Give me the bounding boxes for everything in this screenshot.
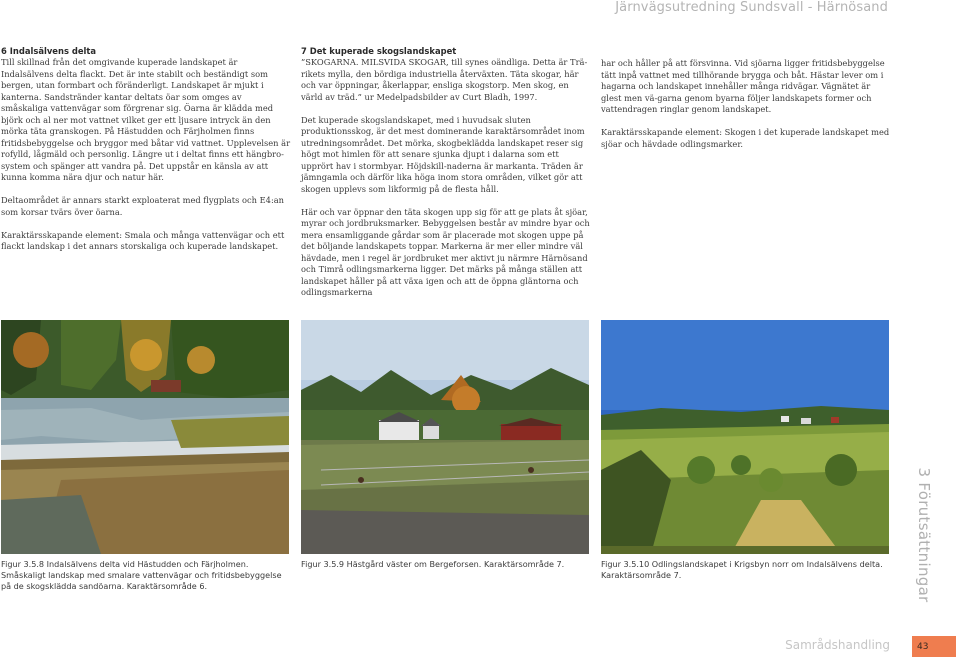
paragraph: Karaktärsskapande element: Skogen i det kuperade landskapet med sjöar och hävdade odlingsmarker. (601, 127, 890, 149)
paragraph: Här och var öppnar den täta skogen upp sig för att ge plats åt sjöar, myrar och jordbruksmarker. Bebyggelsen består av mindre byar och mera ensamliggande gårdar som är placerade mot skogen uppe på det böljande landskapets toppar. Markerna är mer eller mindre väl hävdade, men i regel är jordbruket mer aktivt ju närmre Härnösand och Timrå odlingsmarkerna ligger. Det märks på många ställen att landskapet håller på att växa igen och att de öppna gläntorna och odlingsmarkerna (301, 206, 590, 297)
text-column-1 (1, 46, 291, 264)
section-heading: 6 Indalsälvens delta (1, 46, 97, 56)
page-number: 43 (917, 641, 929, 652)
photo-horse-farm (301, 320, 589, 554)
chapter-side-tab (906, 467, 942, 603)
photo-delta (1, 320, 289, 554)
photo-farmland (601, 320, 889, 554)
paragraph: Karaktärsskapande element: Smala och många vattenvägar och ett flackt landskap i det annars storskaliga och kuperade landskapet. (1, 229, 285, 251)
text-column-3 (601, 58, 891, 162)
quote-paragraph: ”SKOGARNA. MILSVIDA SKOGAR, till synes oändliga. Detta är Trä-rikets mylla, den bördiga industriella återväxten. Täta skogar, här och var öppningar, åkerlappar, ensliga skogstorp. Men skog, en värld av träd.” ur Medelpadsbilder av Curt Bladh, 1997. (301, 57, 588, 102)
paragraph: Till skillnad från det omgivande kuperade landskapet är Indalsälvens delta flackt. Det är inte stabilt och beständigt som bergen, utan formbart och föränderligt. Landskapet är mjukt i kanterna. Sandstränder kantar deltats öar som omges av småskaliga vattenvägar som förgrenar sig. Öarna är klädda med björk och al ner mot vattnet vilket ger ett ljusare intryck än den mörka täta granskogen. På Hästudden och Färjholmen finns fritidsbebyggelse och bryggor med båtar vid vattnet. Upplevelsen är rofylld, lågmäld och personlig. Längre ut i deltat finns ett hängbro-system och spänger att vandra på. Det uppstår en känsla av att kunna komma nära djur och natur här. (1, 57, 291, 182)
text-column-2 (301, 46, 591, 310)
chapter-label: 3 Förutsättningar (915, 467, 933, 603)
caption-fig-3-5-8: Figur 3.5.8 Indalsälvens delta vid Hästudden och Färjholmen. Småskaligt landskap med smalare vattenvägar och fritidsbebyggelse på de skogsklädda sandöarna. Karaktärsområde 6. (1, 559, 282, 591)
caption-fig-3-5-10: Figur 3.5.10 Odlingslandskapet i Krigsbyn norr om Indalsälvens delta. Karaktärsområde 7. (601, 559, 883, 580)
page-number-badge (912, 636, 956, 657)
section-heading: 7 Det kuperade skogslandskapet (301, 46, 457, 56)
paragraph: har och håller på att försvinna. Vid sjöarna ligger fritidsbebyggelse tätt inpå vattnet med tillhörande brygga och båt. Hästar lever om i hagarna och landskapet innehåller många ridvägar. Vägnätet är glest men vä-garna genom byarna följer landskapets former och vattendragen ringlar genom landskapet. (601, 58, 885, 114)
footer-label: Samrådshandling (785, 638, 890, 652)
paragraph: Deltaområdet är annars starkt exploaterat med flygplats och E4:an som korsar tvärs över öarna. (1, 195, 285, 217)
running-head: Järnvägsutredning Sundsvall - Härnösand (615, 0, 888, 15)
caption-fig-3-5-9: Figur 3.5.9 Hästgård väster om Bergeforsen. Karaktärsområde 7. (301, 559, 565, 569)
paragraph: Det kuperade skogslandskapet, med i huvudsak sluten produktionsskog, är det mest dominerande karaktärsområdet inom utredningsområdet. Det mörka, skogbeklädda landskapet reser sig högt mot himlen för att senare sjunka djupt i dalarna som ett upprört hav i stormbyar. Höjdskill-naderna är markanta. Träden är jämngamla och därför lika höga inom stora områden, vilket gör att skogen upplevs som likformig på de flesta håll. (301, 114, 585, 194)
